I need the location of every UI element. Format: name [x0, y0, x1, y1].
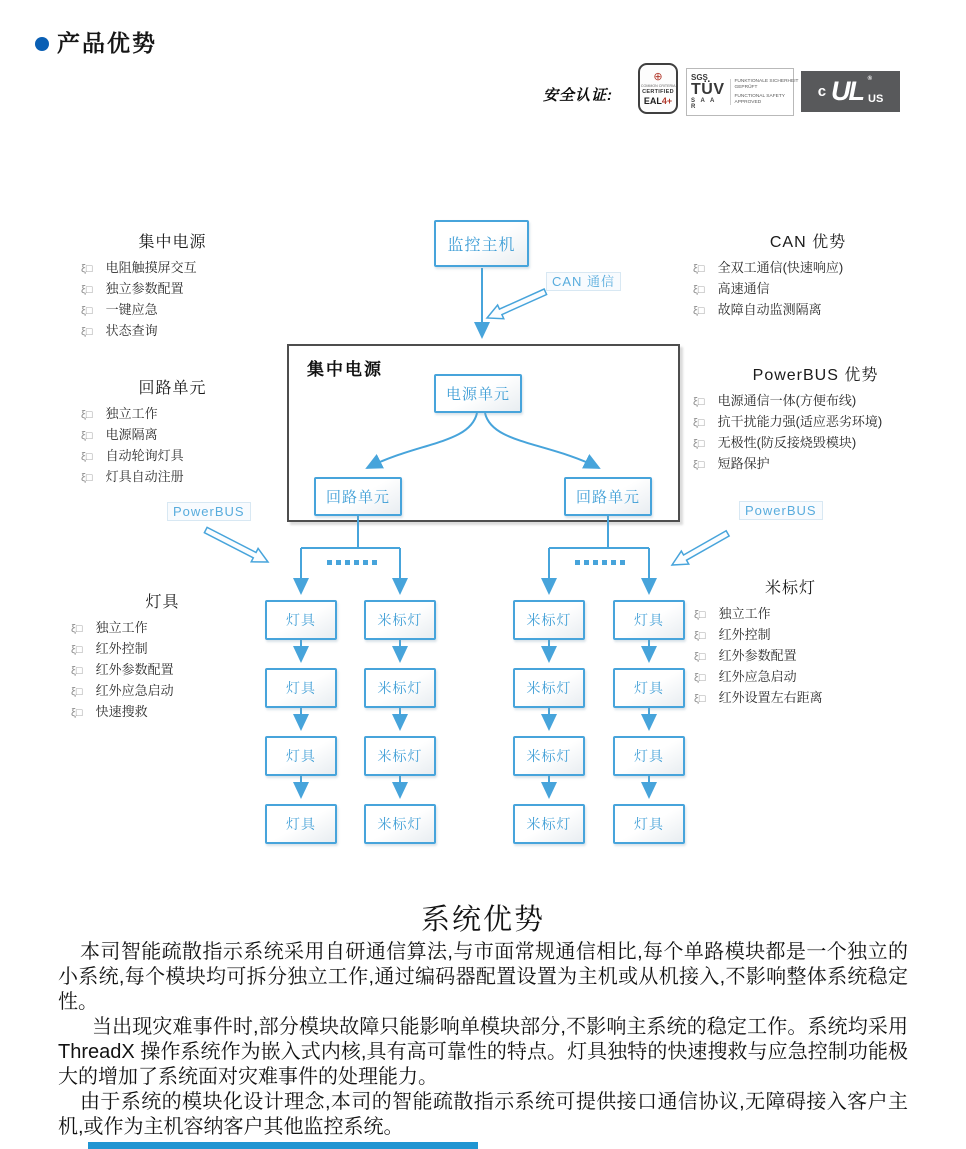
feature-item: [81, 279, 280, 300]
feature-list-title: PowerBUS 优势: [752, 367, 879, 384]
feature-item: [81, 300, 280, 321]
title-bullet-dot-icon: [35, 37, 49, 51]
tuv-line: APPROVED: [734, 100, 762, 105]
powerbus-left-pointer-arrow-icon: [202, 523, 271, 568]
can-pointer-arrow-icon: [484, 285, 549, 325]
bullet-glyph-icon: ξ□: [81, 263, 93, 275]
feature-item-text: 无极性(防反接烧毁模块): [717, 435, 857, 450]
lamp-node: 灯具: [265, 600, 337, 640]
feature-item: [693, 300, 923, 321]
feature-item-text: 独立工作: [718, 606, 771, 621]
feature-list-title: 集中电源: [138, 234, 207, 251]
feature-item-text: 独立参数配置: [105, 281, 184, 296]
feature-item-text: 红外参数配置: [718, 648, 797, 663]
feature-list-powerbus: [693, 362, 938, 475]
central-power-container-label: 集中电源: [307, 360, 383, 379]
feature-item: [693, 391, 938, 412]
feature-item: [81, 404, 280, 425]
footer-accent-bar: [88, 1142, 478, 1149]
feature-item-text: 高速通信: [717, 281, 770, 296]
meter-lamp-node: 米标灯: [364, 736, 436, 776]
bullet-glyph-icon: ξ□: [693, 263, 705, 275]
feature-item-text: 电阻触摸屏交互: [105, 260, 197, 275]
bullet-glyph-icon: ξ□: [71, 686, 83, 698]
bullet-glyph-icon: ξ□: [71, 644, 83, 656]
feature-item-text: 红外设置左右距离: [718, 690, 823, 705]
feature-item: [694, 646, 893, 667]
tuv-mark: [691, 74, 725, 110]
feature-item-text: 短路保护: [717, 456, 770, 471]
eal-suffix-text: 4+: [661, 95, 673, 106]
feature-item-text: 故障自动监测隔离: [717, 302, 822, 317]
feature-items: [55, 618, 270, 723]
feature-item: [694, 688, 893, 709]
bullet-glyph-icon: ξ□: [81, 430, 93, 442]
bullet-glyph-icon: ξ□: [81, 284, 93, 296]
system-advantages-body: [58, 940, 908, 1140]
bullet-glyph-icon: ξ□: [71, 623, 83, 635]
feature-item: [81, 446, 280, 467]
powerbus-tag-left: PowerBUS: [167, 502, 251, 521]
ul-c-text: c: [817, 83, 827, 100]
feature-item: [71, 639, 270, 660]
bullet-glyph-icon: ξ□: [81, 305, 93, 317]
bullet-glyph-icon: ξ□: [694, 630, 706, 642]
bullet-glyph-icon: ξ□: [71, 665, 83, 677]
feature-item-text: 自动轮询灯具: [105, 448, 184, 463]
feature-item-text: 红外参数配置: [95, 662, 174, 677]
feature-items: [65, 258, 280, 342]
registered-icon: ®: [867, 76, 871, 82]
ul-mark-icon: [831, 76, 871, 106]
feature-item: [693, 279, 923, 300]
tuv-line: FUNKTIONALE SICHERHEIT: [734, 79, 799, 84]
lamp-node: 灯具: [613, 804, 685, 844]
tuv-line: FUNCTIONAL SAFETY: [734, 94, 785, 99]
feature-item-text: 抗干扰能力强(适应恶劣环境): [717, 414, 883, 429]
feature-item-text: 快速搜救: [95, 704, 148, 719]
eal4-certification-logo: [638, 63, 678, 114]
feature-items: [688, 604, 893, 709]
common-criteria-emblem-icon: ⊕: [653, 70, 663, 83]
bullet-glyph-icon: ξ□: [694, 693, 706, 705]
bullet-glyph-icon: ξ□: [81, 451, 93, 463]
certification-label: 安全认证:: [543, 87, 613, 104]
bullet-glyph-icon: ξ□: [693, 459, 705, 471]
feature-item: [694, 625, 893, 646]
feature-item: [81, 467, 280, 488]
feature-item-text: 红外应急启动: [718, 669, 797, 684]
sgs-text: SGS: [691, 73, 708, 82]
feature-item: [71, 618, 270, 639]
meter-lamp-node: 米标灯: [513, 804, 585, 844]
feature-item: [693, 412, 938, 433]
feature-item-text: 全双工通信(快速响应): [717, 260, 844, 275]
can-bus-tag: CAN 通信: [546, 272, 621, 291]
feature-item: [693, 258, 923, 279]
feature-item-text: 一键应急: [105, 302, 158, 317]
feature-list-title: 回路单元: [138, 380, 207, 397]
ul-letters: UL: [831, 76, 864, 106]
paragraph: 由于系统的模块化设计理念,本司的智能疏散指示系统可提供接口通信协议,无障碍接入客户主机,或作为主机容纳客户其他监控系统。: [58, 1091, 908, 1138]
feature-item: [81, 321, 280, 342]
feature-item: [71, 660, 270, 681]
lamp-node: 灯具: [613, 668, 685, 708]
feature-items: [693, 391, 938, 475]
eal-certified-text: CERTIFIED: [642, 88, 674, 95]
ellipsis-dots: [327, 560, 625, 565]
feature-list-title: CAN 优势: [769, 234, 847, 251]
feature-item-text: 红外控制: [95, 641, 148, 656]
ul-us-text: US: [868, 93, 884, 105]
feature-item: [81, 258, 280, 279]
lamp-node: 灯具: [613, 736, 685, 776]
feature-items: [693, 258, 923, 321]
feature-list-title: 米标灯: [764, 580, 816, 597]
feature-item: [81, 425, 280, 446]
bullet-glyph-icon: ξ□: [693, 438, 705, 450]
feature-item: [71, 681, 270, 702]
meter-lamp-node: 米标灯: [513, 600, 585, 640]
tuv-description: [730, 79, 799, 105]
feature-list-meter-lamp: [688, 575, 893, 709]
bullet-glyph-icon: ξ□: [693, 284, 705, 296]
tuv-text: TÜV: [691, 81, 725, 98]
cul-us-certification-logo: [801, 71, 900, 112]
meter-lamp-node: 米标灯: [364, 804, 436, 844]
powerbus-tag-right: PowerBUS: [739, 501, 823, 520]
lamp-node: 灯具: [265, 668, 337, 708]
bullet-glyph-icon: ξ□: [81, 409, 93, 421]
meter-lamp-node: 米标灯: [364, 600, 436, 640]
bullet-glyph-icon: ξ□: [694, 609, 706, 621]
lamp-node: 灯具: [265, 736, 337, 776]
paragraph: 本司智能疏散指示系统采用自研通信算法,与市面常规通信相比,每个单路模块都是一个独立的小系统,每个模块均可拆分独立工作,通过编码器配置设置为主机或从机接入,不影响整体系统稳定性。: [58, 941, 908, 1013]
feature-items: [65, 404, 280, 488]
feature-item-text: 独立工作: [105, 406, 158, 421]
feature-item: [694, 667, 893, 688]
powerbus-right-pointer-arrow-icon: [668, 527, 731, 572]
bullet-glyph-icon: ξ□: [81, 326, 93, 338]
page-title: 产品优势: [57, 30, 157, 56]
meter-lamp-node: 米标灯: [513, 668, 585, 708]
feature-item-text: 电源通信一体(方便布线): [717, 393, 857, 408]
power-unit-node: 电源单元: [434, 374, 522, 413]
bullet-glyph-icon: ξ□: [693, 417, 705, 429]
feature-item-text: 灯具自动注册: [105, 469, 184, 484]
loop-unit-node-left: 回路单元: [314, 477, 402, 516]
bullet-glyph-icon: ξ□: [694, 651, 706, 663]
feature-list-loop-unit: [65, 375, 280, 488]
feature-list-can: [693, 229, 923, 321]
feature-item-text: 状态查询: [105, 323, 158, 338]
eal-main-text: EAL: [643, 95, 662, 106]
feature-item-text: 独立工作: [95, 620, 148, 635]
meter-lamp-node: 米标灯: [513, 736, 585, 776]
saar-text: S A A R: [691, 98, 717, 110]
eal-top-text: COMMON CRITERIA: [640, 82, 676, 88]
feature-list-title: 灯具: [145, 594, 180, 611]
feature-list-lamp: [55, 589, 270, 723]
loop-unit-node-right: 回路单元: [564, 477, 652, 516]
feature-item: [694, 604, 893, 625]
tuv-certification-logo: [686, 68, 799, 116]
bullet-glyph-icon: ξ□: [693, 396, 705, 408]
feature-item: [693, 433, 938, 454]
lamp-node: 灯具: [265, 804, 337, 844]
feature-item-text: 电源隔离: [105, 427, 158, 442]
feature-item: [693, 454, 938, 475]
meter-lamp-node: 米标灯: [364, 668, 436, 708]
tuv-line: GEPRÜFT: [734, 85, 758, 90]
lamp-node: 灯具: [613, 600, 685, 640]
feature-item-text: 红外应急启动: [95, 683, 174, 698]
monitor-host-node: 监控主机: [434, 220, 529, 267]
feature-item: [71, 702, 270, 723]
system-advantages-title: 系统优势: [420, 904, 545, 936]
paragraph: 当出现灾难事件时,部分模块故障只能影响单模块部分,不影响主系统的稳定工作。系统均采用 ThreadX 操作系统作为嵌入式内核,具有高可靠性的特点。灯具独特的快速搜救与应急控制功能极大的增加了系统面对灾难事件的处理能力。: [58, 1016, 908, 1088]
feature-item-text: 红外控制: [718, 627, 771, 642]
bullet-glyph-icon: ξ□: [81, 472, 93, 484]
bullet-glyph-icon: ξ□: [693, 305, 705, 317]
bullet-glyph-icon: ξ□: [71, 707, 83, 719]
feature-list-central-power: [65, 229, 280, 342]
eal-level-text: [644, 96, 672, 106]
bullet-glyph-icon: ξ□: [694, 672, 706, 684]
